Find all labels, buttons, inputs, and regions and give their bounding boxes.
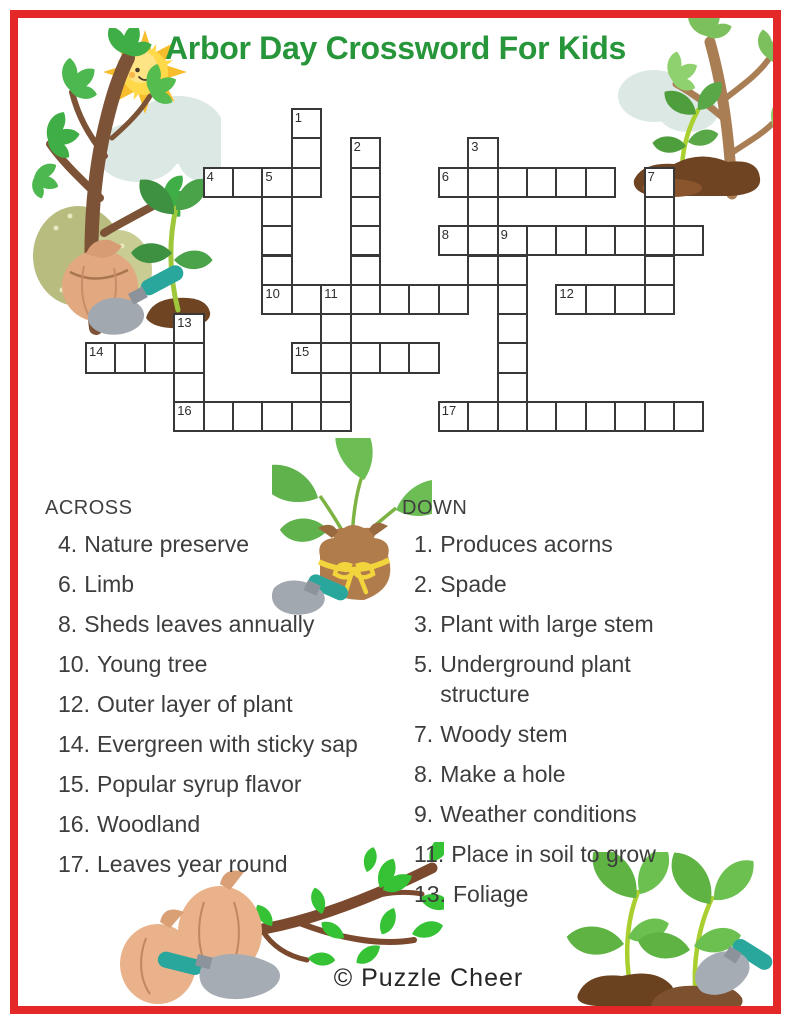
crossword-cell bbox=[526, 401, 557, 432]
crossword-cell bbox=[173, 401, 204, 432]
crossword-cell bbox=[585, 167, 616, 198]
clue-label: 11. bbox=[414, 841, 445, 867]
clue-text: Young tree bbox=[96, 651, 208, 677]
clue-label: 8. bbox=[58, 611, 78, 637]
crossword-cell bbox=[320, 313, 351, 344]
crossword-cell bbox=[291, 167, 322, 198]
crossword-cell bbox=[350, 225, 381, 256]
clue-text: Sheds leaves annually bbox=[84, 611, 315, 637]
clue-item bbox=[58, 729, 393, 759]
cell-number: 10 bbox=[265, 285, 280, 301]
clue-label: 1. bbox=[414, 531, 434, 557]
cell-number: 11 bbox=[324, 285, 338, 301]
crossword-cell bbox=[467, 401, 498, 432]
crossword-cell bbox=[232, 401, 263, 432]
clue-label: 12. bbox=[58, 691, 90, 717]
cell-number: 16 bbox=[177, 403, 192, 418]
crossword-cell bbox=[232, 167, 263, 198]
cell-number: 3 bbox=[471, 139, 479, 155]
crossword-cell bbox=[644, 167, 675, 198]
clue-item bbox=[414, 529, 692, 559]
clue-text: Outer layer of plant bbox=[96, 691, 293, 717]
clue-label: 15. bbox=[58, 771, 90, 797]
crossword-cell bbox=[555, 225, 586, 256]
crossword-cell bbox=[144, 342, 175, 373]
crossword-cell bbox=[379, 284, 410, 315]
clue-label: 9. bbox=[414, 801, 434, 827]
clue-label: 3. bbox=[414, 611, 434, 637]
copyright: © Puzzle Cheer bbox=[333, 964, 524, 992]
clue-item bbox=[58, 809, 393, 839]
clue-label: 14. bbox=[58, 731, 90, 757]
down-clue-list bbox=[402, 529, 692, 909]
crossword-cell bbox=[438, 401, 469, 432]
crossword-cell bbox=[497, 284, 528, 315]
crossword-cell bbox=[555, 401, 586, 432]
crossword-cell bbox=[585, 284, 616, 315]
crossword-cell bbox=[438, 167, 469, 198]
crossword-cell bbox=[350, 255, 381, 286]
cell-number: 6 bbox=[441, 168, 450, 184]
cell-number: 13 bbox=[177, 315, 192, 331]
across-clue-list bbox=[45, 529, 393, 879]
crossword-cell bbox=[467, 196, 498, 227]
crossword-cell bbox=[261, 401, 292, 432]
crossword-cell bbox=[614, 401, 645, 432]
crossword-cell bbox=[614, 225, 645, 256]
clue-text: Place in soil to grow bbox=[451, 841, 656, 867]
clue-label: 13. bbox=[414, 881, 446, 907]
clue-item bbox=[58, 649, 393, 679]
crossword-cell bbox=[497, 372, 528, 403]
crossword-cell bbox=[261, 196, 292, 227]
clue-text: Popular syrup flavor bbox=[96, 771, 302, 797]
crossword-cell bbox=[555, 167, 586, 198]
clue-text: Woodland bbox=[96, 811, 201, 837]
clue-item bbox=[414, 799, 692, 829]
clue-item bbox=[414, 569, 692, 599]
clue-text: Weather conditions bbox=[440, 801, 637, 827]
clue-label: 8. bbox=[414, 761, 434, 787]
clue-text: Plant with large stem bbox=[440, 611, 654, 637]
crossword-cell bbox=[261, 167, 292, 198]
crossword-cell bbox=[467, 167, 498, 198]
cell-number: 9 bbox=[500, 227, 508, 243]
clue-item bbox=[414, 719, 692, 749]
crossword-cell bbox=[350, 137, 381, 168]
clue-item bbox=[414, 879, 692, 909]
cell-number: 4 bbox=[206, 168, 214, 184]
crossword-cell bbox=[467, 255, 498, 286]
clue-item bbox=[58, 849, 393, 879]
crossword-cell bbox=[497, 313, 528, 344]
crossword-cell bbox=[350, 284, 381, 315]
clue-label: 2. bbox=[414, 571, 434, 597]
crossword-cell bbox=[261, 284, 292, 315]
crossword-cell bbox=[467, 137, 498, 168]
crossword-cell bbox=[526, 167, 557, 198]
crossword-cell bbox=[291, 401, 322, 432]
crossword-cell bbox=[408, 342, 439, 373]
crossword-cell bbox=[644, 225, 675, 256]
clue-text: Evergreen with sticky sap bbox=[96, 731, 358, 757]
crossword-cell bbox=[350, 342, 381, 373]
crossword-cell bbox=[173, 342, 204, 373]
cell-number: 8 bbox=[441, 227, 450, 243]
cell-number: 14 bbox=[89, 344, 104, 360]
cell-number: 1 bbox=[294, 110, 303, 125]
clue-label: 17. bbox=[58, 851, 90, 877]
crossword-cell bbox=[526, 225, 557, 256]
clue-text: Woody stem bbox=[440, 721, 568, 747]
crossword-cell bbox=[497, 255, 528, 286]
clue-item bbox=[58, 529, 393, 559]
clue-label: 16. bbox=[58, 811, 90, 837]
crossword-cell bbox=[497, 342, 528, 373]
crossword-cell bbox=[291, 284, 322, 315]
cell-number: 17 bbox=[441, 403, 457, 418]
crossword-cell bbox=[114, 342, 145, 373]
crossword-cell bbox=[614, 284, 645, 315]
crossword-cell bbox=[350, 167, 381, 198]
clue-text: Nature preserve bbox=[84, 531, 250, 557]
crossword-cell bbox=[555, 284, 586, 315]
clue-item bbox=[414, 839, 692, 869]
page-title: Arbor Day Crossword For Kids bbox=[164, 30, 626, 66]
clue-label: 7. bbox=[414, 721, 434, 747]
clue-item bbox=[58, 689, 393, 719]
clue-label: 6. bbox=[58, 571, 78, 597]
crossword-cell bbox=[350, 196, 381, 227]
cell-number: 7 bbox=[647, 168, 655, 184]
crossword-cell bbox=[203, 401, 234, 432]
crossword-cell bbox=[644, 255, 675, 286]
crossword-cell bbox=[585, 225, 616, 256]
clue-text: Foliage bbox=[452, 881, 529, 907]
crossword-cell bbox=[173, 372, 204, 403]
crossword-cell bbox=[644, 196, 675, 227]
crossword-cell bbox=[438, 225, 469, 256]
crossword-cell bbox=[673, 225, 704, 256]
crossword-cell bbox=[320, 284, 351, 315]
crossword-cell bbox=[320, 401, 351, 432]
crossword-cell bbox=[320, 372, 351, 403]
clue-text: Underground plant structure bbox=[440, 651, 631, 707]
crossword-cell bbox=[497, 225, 528, 256]
clue-label: 4. bbox=[58, 531, 78, 557]
crossword-cell bbox=[585, 401, 616, 432]
across-heading: ACROSS bbox=[45, 497, 133, 519]
crossword-cell bbox=[85, 342, 116, 373]
cell-number: 12 bbox=[559, 285, 574, 301]
crossword-cell bbox=[644, 401, 675, 432]
clue-text: Spade bbox=[440, 571, 507, 597]
crossword-cell bbox=[379, 342, 410, 373]
clue-item bbox=[414, 649, 692, 709]
clue-item bbox=[414, 759, 692, 789]
down-heading: DOWN bbox=[402, 497, 468, 519]
crossword-cell bbox=[203, 167, 234, 198]
clue-text: Leaves year round bbox=[96, 851, 288, 877]
clue-item bbox=[58, 769, 393, 799]
clue-text: Limb bbox=[84, 571, 135, 597]
cell-number: 15 bbox=[294, 344, 310, 360]
crossword-grid bbox=[85, 108, 704, 432]
clue-item bbox=[58, 569, 393, 599]
crossword-cell bbox=[261, 225, 292, 256]
crossword-cell bbox=[438, 284, 469, 315]
crossword-cell bbox=[644, 284, 675, 315]
crossword-cell bbox=[673, 401, 704, 432]
crossword-cell bbox=[173, 313, 204, 344]
down-clues bbox=[402, 497, 692, 919]
across-clues bbox=[45, 497, 393, 889]
crossword-cell bbox=[408, 284, 439, 315]
crossword-cell bbox=[291, 108, 322, 139]
crossword-cell bbox=[497, 167, 528, 198]
crossword-cell bbox=[320, 342, 351, 373]
crossword-cell bbox=[291, 137, 322, 168]
crossword-cell bbox=[291, 342, 322, 373]
cell-number: 2 bbox=[353, 139, 361, 155]
crossword-cell bbox=[497, 401, 528, 432]
clue-item bbox=[58, 609, 393, 639]
clue-label: 10. bbox=[58, 651, 90, 677]
clue-text: Make a hole bbox=[440, 761, 566, 787]
clue-text: Produces acorns bbox=[440, 531, 613, 557]
clue-label: 5. bbox=[414, 651, 434, 677]
cell-number: 5 bbox=[265, 168, 273, 184]
clue-item bbox=[414, 609, 692, 639]
crossword-cell bbox=[261, 255, 292, 286]
crossword-cell bbox=[467, 225, 498, 256]
